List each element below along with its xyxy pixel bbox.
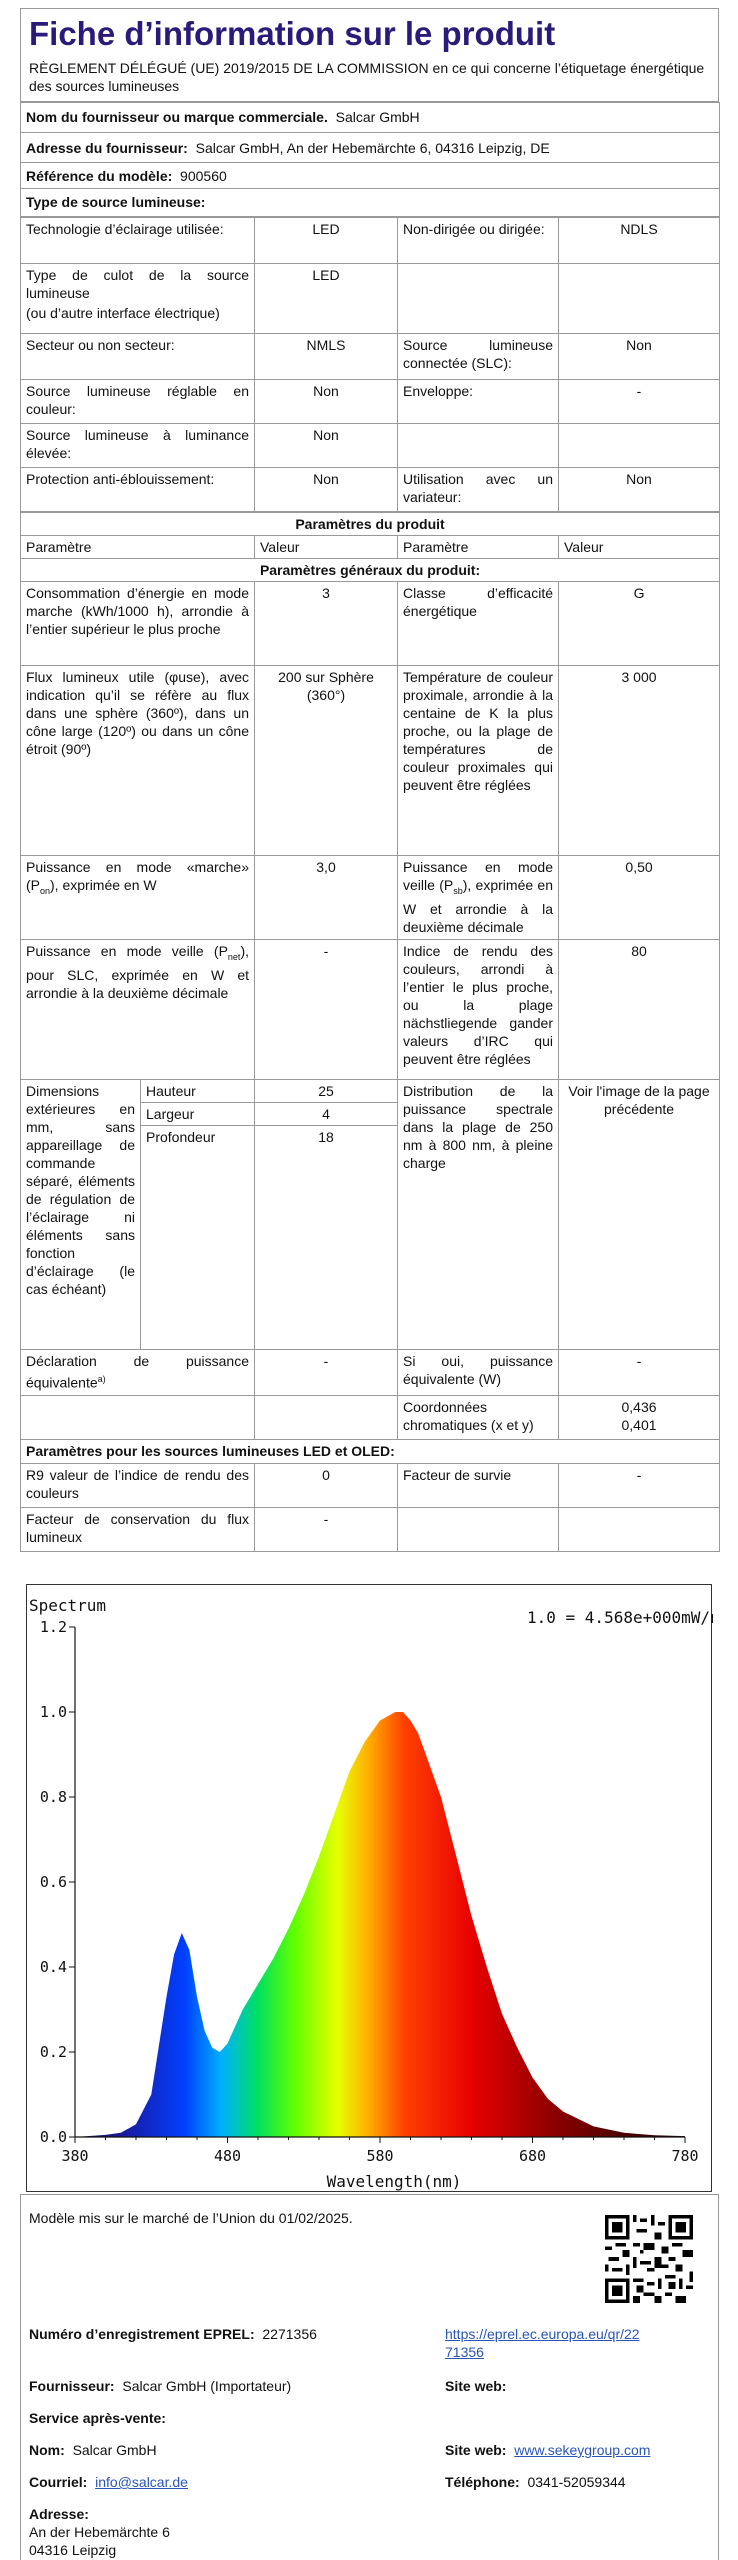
anti-glare-label: Protection anti-éblouissement: bbox=[21, 468, 255, 512]
standby-label bbox=[398, 856, 559, 940]
r9-label: R9 valeur de l’indice de rendu des couleurs bbox=[21, 1464, 255, 1508]
lighting-tech-row bbox=[21, 218, 720, 264]
net-standby-sub: net bbox=[227, 951, 241, 962]
cri-label: Indice de rendu des couleurs, arrondi à l’entier le plus proche, ou la plage nächstliegende gander valeurs d’IRC qui peuvent être réglées bbox=[398, 940, 559, 1080]
product-params-table bbox=[20, 512, 720, 1552]
dimensions-height-row bbox=[21, 1080, 720, 1103]
anti-glare-row bbox=[21, 468, 720, 512]
footer-supplier-label: Fournisseur: bbox=[29, 2378, 115, 2394]
cap-row bbox=[21, 264, 720, 334]
chart-title: Spectrum bbox=[29, 1596, 107, 1615]
r9-value: 0 bbox=[255, 1464, 398, 1508]
email-line bbox=[29, 2473, 188, 2491]
chromaticity-row bbox=[21, 1396, 720, 1440]
light-source-table bbox=[20, 217, 720, 512]
footer-supplier-value: Salcar GmbH (Importateur) bbox=[122, 2378, 292, 2394]
x-axis-label: Wavelength(nm) bbox=[326, 2172, 462, 2191]
eprel-label: Numéro d’enregistrement EPREL: bbox=[29, 2326, 255, 2342]
on-power-label-a: Puissance en mode «marche» (P bbox=[26, 859, 249, 893]
chart-annotation: 1.0 = 4.568e+000mW/nm bbox=[527, 1608, 713, 1627]
depth-label: Profondeur bbox=[141, 1126, 255, 1350]
y-tick-label: 0.8 bbox=[39, 1788, 67, 1806]
light-source-heading-row bbox=[21, 189, 720, 217]
cap-value: LED bbox=[255, 264, 398, 334]
supplier-name-row bbox=[21, 103, 720, 133]
cap-label-line-1: Type de culot de la source lumineuse bbox=[26, 267, 249, 301]
equiv-claim-text: Déclaration de puissance équivalente bbox=[26, 1353, 249, 1391]
cct-label: Température de couleur proximale, arrondie à la centaine de K la plus proche, ou la plage de températures de couleur proximales qui peuvent être réglées bbox=[398, 666, 559, 856]
address-line-2: 04316 Leipzig bbox=[29, 2542, 117, 2558]
envelope-value: - bbox=[559, 380, 720, 424]
eprel-link-line-2: 71356 bbox=[445, 2344, 484, 2360]
market-date: Modèle mis sur le marché de l’Union du 01/02/2025. bbox=[29, 2210, 353, 2226]
y-tick-label: 1.2 bbox=[39, 1618, 67, 1636]
supplier-name-label: Nom du fournisseur ou marque commerciale. bbox=[26, 109, 328, 125]
supplier-line bbox=[29, 2377, 291, 2395]
equiv-claim-label bbox=[21, 1350, 255, 1396]
phone-line bbox=[445, 2473, 626, 2491]
width-value: 4 bbox=[255, 1103, 398, 1126]
standby-value: 0,50 bbox=[559, 856, 720, 940]
service-label: Service après-vente: bbox=[29, 2410, 166, 2426]
high-luminance-value: Non bbox=[255, 424, 398, 468]
spectrum-svg bbox=[27, 1585, 713, 2193]
x-tick-label: 380 bbox=[61, 2147, 89, 2165]
service-name-line bbox=[29, 2441, 157, 2459]
lighting-tech-value: LED bbox=[255, 218, 398, 264]
power-row bbox=[21, 856, 720, 940]
spectrum-chart bbox=[26, 1584, 712, 2192]
email-link[interactable]: info@salcar.de bbox=[95, 2474, 188, 2490]
supplier-address-label: Adresse du fournisseur: bbox=[26, 140, 188, 156]
supplier-address-value: Salcar GmbH, An der Hebemärchte 6, 04316 Leipzig, DE bbox=[195, 140, 550, 156]
connected-label: Source lumineuse connectée (SLC): bbox=[398, 334, 559, 380]
x-tick-label: 680 bbox=[518, 2147, 547, 2165]
mains-value: NMLS bbox=[255, 334, 398, 380]
maintenance-row bbox=[21, 1508, 720, 1552]
efficiency-value: G bbox=[559, 582, 720, 666]
on-power-sub: on bbox=[40, 885, 51, 896]
regulation-text: RÈGLEMENT DÉLÉGUÉ (UE) 2019/2015 DE LA COMMISSION en ce qui concerne l’étiquetage énergétique des sources lumineuses bbox=[29, 60, 705, 94]
website-label-1: Site web: bbox=[445, 2378, 507, 2394]
directional-label: Non-dirigée ou dirigée: bbox=[398, 218, 559, 264]
equiv-claim-value: - bbox=[255, 1350, 398, 1396]
website-label-2: Site web: bbox=[445, 2442, 507, 2458]
maintenance-label: Facteur de conservation du flux lumineux bbox=[21, 1508, 255, 1552]
energy-row bbox=[21, 582, 720, 666]
address-line-1: An der Hebemärchte 6 bbox=[29, 2524, 170, 2540]
general-params-heading: Paramètres généraux du produit: bbox=[21, 559, 720, 582]
standby-label-b: ), exprimée en W et arrondie à la deuxième décimale bbox=[403, 877, 554, 935]
supplier-table bbox=[20, 102, 720, 217]
dimmable-label: Utilisation avec un variateur: bbox=[398, 468, 559, 512]
product-params-heading: Paramètres du produit bbox=[21, 513, 720, 536]
y-tick-label: 0.2 bbox=[39, 2043, 67, 2061]
on-power-label bbox=[21, 856, 255, 940]
supplier-name-value: Salcar GmbH bbox=[335, 109, 420, 125]
height-label: Hauteur bbox=[141, 1080, 255, 1103]
high-luminance-label: Source lumineuse à luminance élevée: bbox=[21, 424, 255, 468]
spectral-label: Distribution de la puissance spectrale dans la plage de 250 nm à 800 nm, à pleine charge bbox=[398, 1080, 559, 1350]
mains-label: Secteur ou non secteur: bbox=[21, 334, 255, 380]
phone-value: 0341-52059344 bbox=[527, 2474, 626, 2490]
cap-label-line-2: (ou d’autre interface électrique) bbox=[26, 305, 220, 321]
equiv-power-label: Si oui, puissance équivalente (W) bbox=[398, 1350, 559, 1396]
directional-value: NDLS bbox=[559, 218, 720, 264]
chroma-label: Coordonnées chromatiques (x et y) bbox=[398, 1396, 559, 1440]
y-tick-label: 0.4 bbox=[39, 1958, 67, 1976]
high-luminance-row bbox=[21, 424, 720, 468]
eprel-link[interactable] bbox=[445, 2325, 640, 2361]
website-line-2 bbox=[445, 2441, 650, 2459]
spectral-value: Voir l'image de la page précédente bbox=[559, 1080, 720, 1350]
col-param-header-2: Paramètre bbox=[398, 536, 559, 559]
x-tick-label: 580 bbox=[366, 2147, 394, 2165]
anti-glare-value: Non bbox=[255, 468, 398, 512]
x-axis-ticks bbox=[61, 2137, 698, 2165]
equivalent-power-row bbox=[21, 1350, 720, 1396]
flux-value: 200 sur Sphère (360°) bbox=[255, 666, 398, 856]
led-heading-row bbox=[21, 1440, 720, 1464]
y-tick-label: 0.6 bbox=[39, 1873, 67, 1891]
maintenance-value: - bbox=[255, 1508, 398, 1552]
cri-value: 80 bbox=[559, 940, 720, 1080]
model-value: 900560 bbox=[180, 168, 227, 184]
equiv-power-value: - bbox=[559, 1350, 720, 1396]
standby-label-a: Puissance en mode veille (P bbox=[403, 859, 553, 893]
qr-code-icon[interactable] bbox=[605, 2215, 693, 2303]
phone-label: Téléphone: bbox=[445, 2474, 520, 2490]
on-power-value: 3,0 bbox=[255, 856, 398, 940]
y-axis-ticks bbox=[40, 1618, 75, 2146]
flux-row bbox=[21, 666, 720, 856]
cct-value: 3 000 bbox=[559, 666, 720, 856]
service-name-label: Nom: bbox=[29, 2442, 65, 2458]
col-value-header: Valeur bbox=[255, 536, 398, 559]
flux-label: Flux lumineux utile (φuse), avec indication qu’il se réfère au flux dans une sphère (360º), dans un cône large (120º) ou dans un cône étroit (90º) bbox=[21, 666, 255, 856]
column-header-row bbox=[21, 536, 720, 559]
email-label: Courriel: bbox=[29, 2474, 88, 2490]
general-heading-row bbox=[21, 559, 720, 582]
connected-value: Non bbox=[559, 334, 720, 380]
website-link[interactable]: www.sekeygroup.com bbox=[514, 2442, 651, 2458]
eprel-line bbox=[29, 2325, 317, 2343]
model-row bbox=[21, 163, 720, 189]
height-value: 25 bbox=[255, 1080, 398, 1103]
model-label: Référence du modèle: bbox=[26, 168, 173, 184]
col-value-header-2: Valeur bbox=[559, 536, 720, 559]
envelope-label: Enveloppe: bbox=[398, 380, 559, 424]
col-param-header: Paramètre bbox=[21, 536, 255, 559]
colour-tunable-value: Non bbox=[255, 380, 398, 424]
chroma-y: 0,401 bbox=[621, 1417, 657, 1433]
colour-tunable-label: Source lumineuse réglable en couleur: bbox=[21, 380, 255, 424]
net-standby-label bbox=[21, 940, 255, 1080]
net-standby-row bbox=[21, 940, 720, 1080]
equiv-claim-sup: a) bbox=[97, 1374, 106, 1384]
x-tick-label: 780 bbox=[671, 2147, 699, 2165]
address-label: Adresse: bbox=[29, 2506, 89, 2522]
standby-sub: sb bbox=[453, 885, 463, 896]
colour-tunable-row bbox=[21, 380, 720, 424]
title-box bbox=[20, 8, 719, 102]
service-name-value: Salcar GmbH bbox=[72, 2442, 157, 2458]
chroma-x: 0,436 bbox=[621, 1399, 657, 1415]
dimmable-value: Non bbox=[559, 468, 720, 512]
eprel-link-line-1: https://eprel.ec.europa.eu/qr/22 bbox=[445, 2326, 640, 2342]
page-title: Fiche d’information sur le produit bbox=[29, 15, 556, 52]
x-tick-label: 480 bbox=[213, 2147, 242, 2165]
chroma-value bbox=[559, 1396, 720, 1440]
width-label: Largeur bbox=[141, 1103, 255, 1126]
net-standby-label-b: ), pour SLC, exprimée en W et arrondie à la deuxième décimale bbox=[26, 943, 249, 1001]
net-standby-label-a: Puissance en mode veille (P bbox=[26, 943, 228, 959]
led-params-heading: Paramètres pour les sources lumineuses LED et OLED: bbox=[21, 1440, 720, 1464]
efficiency-label: Classe d’efficacité énergétique bbox=[398, 582, 559, 666]
spectrum-area bbox=[75, 1712, 685, 2137]
energy-label: Consommation d’énergie en mode marche (kWh/1000 h), arrondie à l’entier supérieur le plus proche bbox=[21, 582, 255, 666]
eprel-value: 2271356 bbox=[262, 2326, 317, 2342]
energy-value: 3 bbox=[255, 582, 398, 666]
footer-info bbox=[20, 2194, 719, 2560]
r9-row bbox=[21, 1464, 720, 1508]
dimensions-label: Dimensions extérieures en mm, sans appareillage de commande séparé, éléments de régulation de l’éclairage ni éléments sans fonction d’éclairage (le cas échéant) bbox=[21, 1080, 141, 1350]
y-tick-label: 0.0 bbox=[39, 2128, 67, 2146]
survival-label: Facteur de survie bbox=[398, 1464, 559, 1508]
mains-row bbox=[21, 334, 720, 380]
light-source-heading: Type de source lumineuse: bbox=[21, 189, 720, 217]
on-power-label-b: ), exprimée en W bbox=[50, 877, 157, 893]
lighting-tech-label: Technologie d’éclairage utilisée: bbox=[21, 218, 255, 264]
supplier-address-row bbox=[21, 133, 720, 163]
product-information-sheet bbox=[20, 8, 719, 1552]
depth-value: 18 bbox=[255, 1126, 398, 1350]
net-standby-value: - bbox=[255, 940, 398, 1080]
y-tick-label: 1.0 bbox=[39, 1703, 67, 1721]
product-params-heading-row bbox=[21, 513, 720, 536]
survival-value: - bbox=[559, 1464, 720, 1508]
